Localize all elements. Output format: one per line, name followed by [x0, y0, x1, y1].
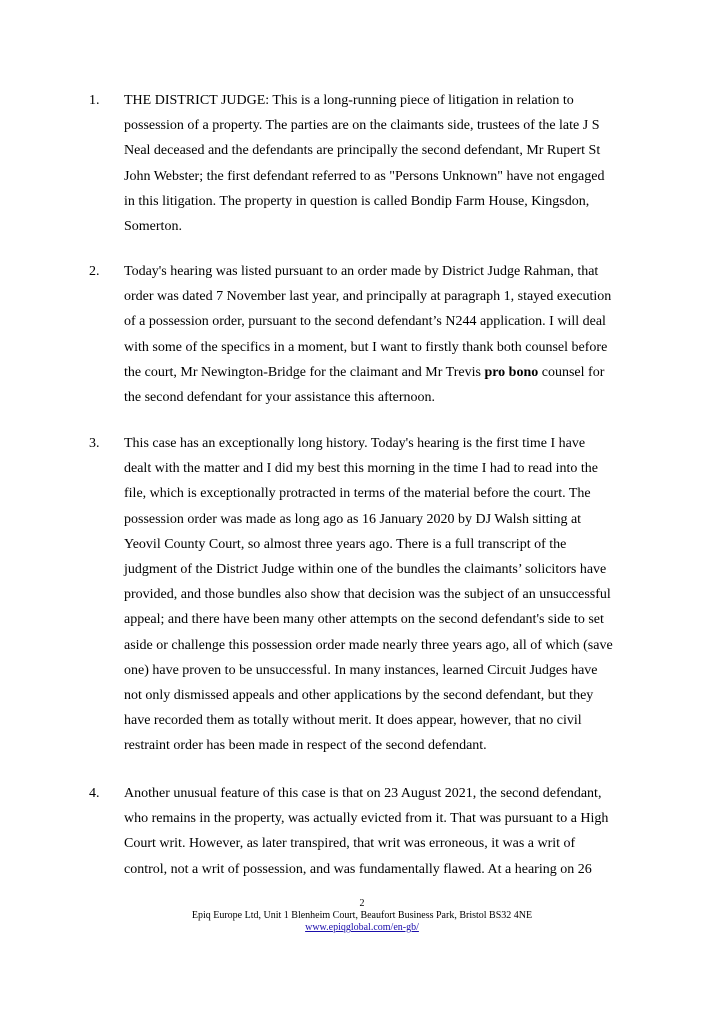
line-text: who remains in the property, was actually evicted from it. That was pursuant to a High — [124, 811, 609, 827]
line-text: possession order was made as long ago as 16 January 2020 by DJ Walsh sitting at — [124, 511, 582, 527]
paragraph-line — [124, 733, 644, 758]
line-text: restraint order has been made in respect of the second defendant. — [124, 738, 487, 754]
line-text: THE DISTRICT JUDGE: This is a long-running piece of litigation in relation to — [124, 93, 574, 108]
emphasis-text: pro bono — [484, 364, 539, 380]
line-text: of a possession order, pursuant to the second defendant’s N244 application. I will deal — [124, 314, 606, 330]
paragraph-line — [124, 456, 644, 481]
paragraph-line — [124, 214, 644, 239]
line-text: order was dated 7 November last year, and principally at paragraph 1, stayed execution — [124, 289, 612, 305]
line-text: Neal deceased and the defendants are principally the second defendant, Mr Rupert St — [124, 143, 601, 159]
paragraph-line — [124, 831, 644, 856]
paragraph-line — [124, 335, 644, 360]
line-text: aside or challenge this possession order made nearly three years ago, all of which (save — [124, 637, 613, 653]
paragraph-line — [124, 857, 644, 882]
paragraph-line — [124, 88, 644, 113]
paragraph-number: 1. — [89, 93, 100, 108]
line-text: Somerton. — [124, 219, 182, 235]
paragraph-line — [124, 507, 644, 532]
line-text: provided, and those bundles also show that decision was the subject of an unsuccessful — [124, 587, 611, 603]
line-text: This case has an exceptionally long history. Today's hearing is the first time I have — [124, 436, 586, 451]
line-text: appeal; and there have been many other attempts on the second defendant's side to set — [124, 612, 604, 628]
line-text: in this litigation. The property in question is called Bondip Farm House, Kingsdon, — [124, 193, 590, 209]
paragraph-line — [124, 138, 644, 163]
paragraph-line — [124, 385, 644, 410]
paragraph-number: 4. — [89, 786, 100, 801]
line-text: possession of a property. The parties are on the claimants side, trustees of the late J S — [124, 118, 600, 134]
page-number: 2 — [359, 898, 365, 909]
line-text: control, not a writ of possession, and was fundamentally flawed. At a hearing on 26 — [124, 861, 592, 877]
paragraph-line — [124, 360, 644, 385]
paragraph-body — [124, 431, 644, 759]
paragraph-line — [124, 284, 644, 309]
paragraph-line — [124, 164, 644, 189]
line-text: have recorded them as totally without merit. It does appear, however, that no civil — [124, 713, 582, 729]
paragraph-line — [124, 633, 644, 658]
paragraph-body — [124, 88, 644, 239]
paragraph-number: 3. — [89, 436, 100, 451]
line-text: not only dismissed appeals and other applications by the second defendant, but they — [124, 688, 594, 704]
paragraph-line — [124, 557, 644, 582]
line-text: Court writ. However, as later transpired, that writ was erroneous, it was a writ of — [124, 836, 576, 852]
paragraph-line — [124, 607, 644, 632]
line-text: one) have proven to be unsuccessful. In many instances, learned Circuit Judges have — [124, 662, 598, 678]
footer-address: Epiq Europe Ltd, Unit 1 Blenheim Court, Beaufort Business Park, Bristol BS32 4NE — [191, 910, 533, 921]
line-text: Today's hearing was listed pursuant to an order made by District Judge Rahman, that — [124, 264, 599, 279]
paragraph-line — [124, 481, 644, 506]
paragraph-line — [124, 708, 644, 733]
paragraph-line — [124, 781, 644, 806]
paragraph-number: 2. — [89, 264, 100, 279]
paragraph-line — [124, 532, 644, 557]
paragraph-body — [124, 781, 644, 882]
paragraph-line — [124, 189, 644, 214]
paragraph-line — [124, 582, 644, 607]
paragraph-line — [124, 113, 644, 138]
footer-website-link[interactable]: www.epiqglobal.com/en-gb/ — [305, 922, 419, 933]
line-text: the second defendant for your assistance this afternoon. — [124, 390, 436, 406]
paragraph-line — [124, 658, 644, 683]
line-text: John Webster; the first defendant referred to as "Persons Unknown" have not engaged — [124, 168, 605, 184]
paragraph-line — [124, 806, 644, 831]
paragraph-line — [124, 309, 644, 334]
line-text: counsel for — [538, 364, 605, 380]
line-text: dealt with the matter and I did my best this morning in the time I had to read into the — [124, 461, 598, 477]
line-text: Yeovil County Court, so almost three years ago. There is a full transcript of the — [124, 536, 567, 552]
line-text: with some of the specifics in a moment, but I want to firstly thank both counsel before — [124, 339, 608, 355]
line-text: judgment of the District Judge within one of the bundles the claimants’ solicitors have — [124, 562, 607, 578]
paragraph-line — [124, 259, 644, 284]
paragraph-line — [124, 683, 644, 708]
line-text: file, which is exceptionally protracted in terms of the material before the court. The — [124, 486, 591, 502]
paragraph-line — [124, 431, 644, 456]
paragraph-body — [124, 259, 644, 410]
line-text: the court, Mr Newington-Bridge for the claimant and Mr Trevis — [124, 364, 485, 380]
line-text: Another unusual feature of this case is that on 23 August 2021, the second defendant, — [124, 786, 602, 801]
